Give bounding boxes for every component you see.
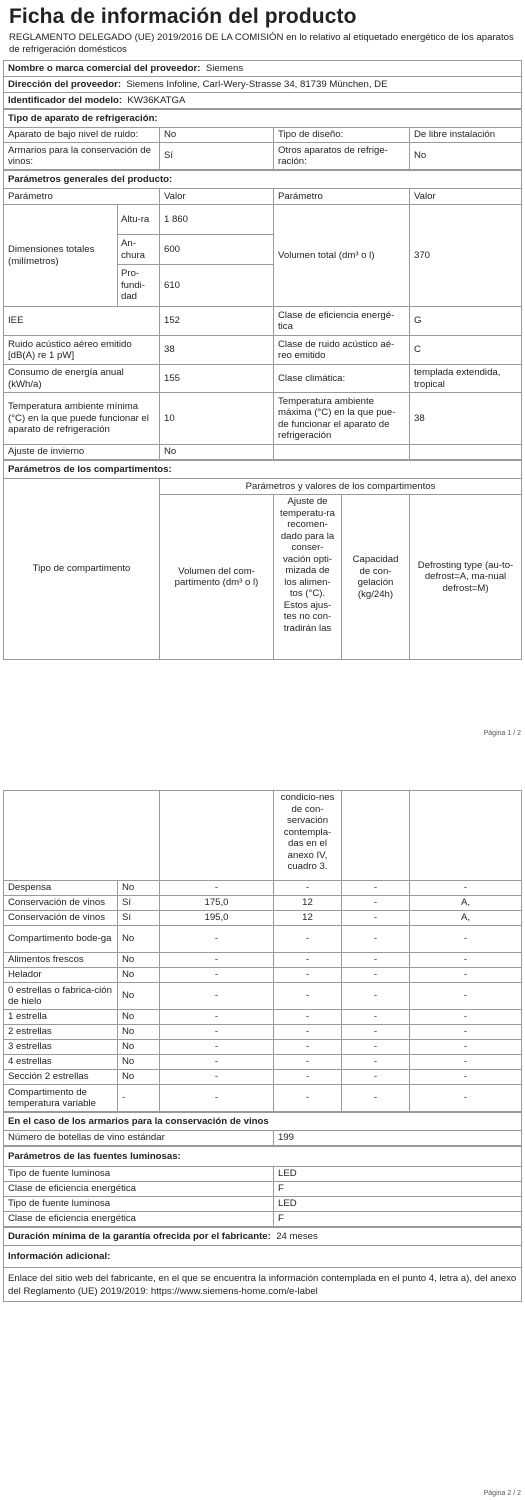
page-number-2: Página 2 / 2 (483, 1490, 521, 1497)
lighting-rows (4, 1167, 522, 1227)
compartment-temp: - (274, 926, 342, 953)
light-source-value: F (274, 1212, 522, 1227)
light-source-value: LED (274, 1167, 522, 1182)
wine-table (3, 1112, 522, 1146)
supplier-name-value: Siemens (205, 62, 244, 74)
compartment-row (4, 1010, 522, 1025)
compartment-defrost: - (410, 1040, 522, 1055)
supplier-table (3, 60, 522, 109)
compartment-volume: - (160, 1025, 274, 1040)
compartment-capacity: - (342, 1040, 410, 1055)
volume-value: 370 (410, 205, 522, 307)
compartment-name: Alimentos frescos (4, 953, 118, 968)
light-source-row (4, 1182, 522, 1197)
light-source-value: LED (274, 1197, 522, 1212)
compartment-capacity: - (342, 1055, 410, 1070)
other-appliance-value: No (410, 143, 522, 170)
compartment-defrost: - (410, 983, 522, 1010)
appliance-type-table (3, 109, 522, 170)
noise-class-value: C (410, 336, 522, 365)
compartment-row (4, 983, 522, 1010)
light-source-row (4, 1197, 522, 1212)
compartment-defrost: - (410, 1025, 522, 1040)
compartment-temp: - (274, 1025, 342, 1040)
compartment-present: No (118, 1070, 160, 1085)
general-params-table (3, 170, 522, 460)
noise-class-label: Clase de ruido acústico aé-reo emitido (274, 336, 410, 365)
compartment-defrost: - (410, 1010, 522, 1025)
iee-value: 152 (160, 307, 274, 336)
compartment-name: 0 estrellas o fabrica-ción de hielo (4, 983, 118, 1010)
light-source-label: Tipo de fuente luminosa (4, 1167, 274, 1182)
compartment-volume: 175,0 (160, 896, 274, 911)
width-value: 600 (160, 235, 274, 265)
compartment-present: Sí (118, 896, 160, 911)
compartment-capacity: - (342, 953, 410, 968)
compartment-capacity: - (342, 881, 410, 896)
compartment-name: 3 estrellas (4, 1040, 118, 1055)
compartment-volume: - (160, 983, 274, 1010)
light-source-label: Clase de eficiencia energética (4, 1182, 274, 1197)
climate-class-value: templada extendida, tropical (410, 365, 522, 393)
light-source-row (4, 1167, 522, 1182)
compartment-present: Sí (118, 911, 160, 926)
wine-cabinet-label: Armarios para la conservación de vinos: (4, 143, 160, 170)
compartment-capacity: - (342, 968, 410, 983)
compartment-row (4, 1055, 522, 1070)
compartment-present: No (118, 881, 160, 896)
compartment-row (4, 926, 522, 953)
energy-class-label: Clase de eficiencia energé-tica (274, 307, 410, 336)
col-header-value: Valor (160, 189, 274, 205)
compartment-row (4, 1070, 522, 1085)
compartment-row (4, 968, 522, 983)
wine-heading: En el caso de los armarios para la conservación de vinos (4, 1113, 522, 1131)
light-source-row (4, 1212, 522, 1227)
supplier-address-label: Dirección del proveedor: (8, 78, 122, 90)
page-title: Ficha de información del producto (9, 5, 357, 28)
compartment-present: No (118, 953, 160, 968)
compartment-capacity: - (342, 1025, 410, 1040)
max-temp-value: 38 (410, 393, 522, 445)
compartment-present: No (118, 926, 160, 953)
depth-label: Pro-fundi-dad (118, 265, 160, 307)
consumption-value: 155 (160, 365, 274, 393)
compartment-defrost: - (410, 881, 522, 896)
col-header-param: Parámetro (4, 189, 160, 205)
compartment-row (4, 1025, 522, 1040)
compartment-name: Compartimento de temperatura variable (4, 1085, 118, 1112)
dimensions-label: Dimensiones totales (milímetros) (4, 205, 118, 307)
compartment-defrost: A, (410, 896, 522, 911)
compartment-name: Sección 2 estrellas (4, 1070, 118, 1085)
compartment-volume: - (160, 881, 274, 896)
model-row (4, 93, 522, 109)
compartment-volume-header: Volumen del com-partimento (dm³ o l) (160, 495, 274, 660)
wine-bottles-label: Número de botellas de vino estándar (4, 1131, 274, 1146)
compartment-volume: - (160, 968, 274, 983)
compartment-temp: - (274, 1055, 342, 1070)
warranty-row (4, 1228, 522, 1246)
compartment-temp-header-continued: condicio-nes de con-servación contempla-das en el anexo IV, cuadro 3. (274, 791, 342, 881)
compartment-name: 1 estrella (4, 1010, 118, 1025)
compartment-rows (4, 881, 522, 1112)
winter-setting-label: Ajuste de invierno (4, 445, 160, 460)
warranty-table (3, 1227, 522, 1302)
compartment-defrost: - (410, 1055, 522, 1070)
model-label: Identificador del modelo: (8, 94, 123, 106)
compartment-temp: - (274, 953, 342, 968)
compartment-capacity-header: Capacidad de con-gelación (kg/24h) (342, 495, 410, 660)
compartment-type-header: Tipo de compartimento (4, 479, 160, 660)
compartment-volume: - (160, 1070, 274, 1085)
compartment-name: Compartimento bode-ga (4, 926, 118, 953)
model-value: KW36KATGA (127, 94, 186, 106)
additional-info-heading: Información adicional: (4, 1246, 522, 1268)
energy-class-value: G (410, 307, 522, 336)
height-label: Altu-ra (118, 205, 160, 235)
lighting-table (3, 1146, 522, 1227)
compartment-row (4, 911, 522, 926)
page-1 (3, 0, 521, 660)
climate-class-label: Clase climática: (274, 365, 410, 393)
compartment-temp: 12 (274, 911, 342, 926)
compartment-defrost: A, (410, 911, 522, 926)
compartment-name: Conservación de vinos (4, 896, 118, 911)
compartment-name: 2 estrellas (4, 1025, 118, 1040)
max-temp-label: Temperatura ambiente máxima (°C) en la que pue-de funcionar el aparato de refrigeración (274, 393, 410, 445)
min-temp-value: 10 (160, 393, 274, 445)
appliance-type-heading: Tipo de aparato de refrigeración: (4, 110, 522, 128)
compartments-header-table (3, 460, 522, 660)
compartment-temp: - (274, 1070, 342, 1085)
compartment-name: Helador (4, 968, 118, 983)
compartment-temp: - (274, 968, 342, 983)
low-noise-label: Aparato de bajo nivel de ruido: (4, 128, 160, 143)
compartment-row (4, 881, 522, 896)
winter-setting-value: No (160, 445, 274, 460)
compartment-capacity: - (342, 1010, 410, 1025)
compartment-volume: - (160, 1010, 274, 1025)
compartment-volume: - (160, 1085, 274, 1112)
general-params-heading: Parámetros generales del producto: (4, 171, 522, 189)
col-header-value-2: Valor (410, 189, 522, 205)
regulation-text: REGLAMENTO DELEGADO (UE) 2019/2016 DE LA COMISIÓN en lo relativo al etiquetado energético de los aparatos de refrigeración domésticos (9, 32, 514, 55)
col-header-param-2: Parámetro (274, 189, 410, 205)
supplier-address-value: Siemens Infoline, Carl-Wery-Strasse 34, 81739 München, DE (126, 78, 388, 90)
design-type-value: De libre instalación (410, 128, 522, 143)
page-number-1: Página 1 / 2 (483, 730, 521, 737)
low-noise-value: No (160, 128, 274, 143)
compartment-present: No (118, 1040, 160, 1055)
compartment-volume: - (160, 1055, 274, 1070)
compartment-capacity: - (342, 911, 410, 926)
consumption-label: Consumo de energía anual (kWh/a) (4, 365, 160, 393)
compartment-capacity: - (342, 926, 410, 953)
compartment-capacity: - (342, 1085, 410, 1112)
compartment-temp: - (274, 983, 342, 1010)
compartment-present: No (118, 1025, 160, 1040)
compartment-name: 4 estrellas (4, 1055, 118, 1070)
compartment-defrost: - (410, 926, 522, 953)
compartment-present: No (118, 983, 160, 1010)
compartment-volume: - (160, 953, 274, 968)
compartment-present: No (118, 1055, 160, 1070)
compartment-temp: - (274, 881, 342, 896)
supplier-name-row (4, 61, 522, 77)
supplier-address-row (4, 77, 522, 93)
compartment-present: No (118, 1010, 160, 1025)
compartment-row (4, 1085, 522, 1112)
compartment-capacity: - (342, 1070, 410, 1085)
width-label: An-chura (118, 235, 160, 265)
compartment-temp: - (274, 1040, 342, 1055)
compartment-row (4, 896, 522, 911)
wine-cabinet-value: Sí (160, 143, 274, 170)
lighting-heading: Parámetros de las fuentes luminosas: (4, 1147, 522, 1167)
wine-bottles-value: 199 (274, 1131, 522, 1146)
compartment-present: - (118, 1085, 160, 1112)
compartment-temp: - (274, 1010, 342, 1025)
compartment-volume: 195,0 (160, 911, 274, 926)
compartment-temp: 12 (274, 896, 342, 911)
compartment-defrost: - (410, 1085, 522, 1112)
volume-label: Volumen total (dm³ o l) (274, 205, 410, 307)
compartment-defrost-header: Defrosting type (au-to-defrost=A, ma-nual defrost=M) (410, 495, 522, 660)
compartment-defrost: - (410, 968, 522, 983)
compartment-capacity: - (342, 983, 410, 1010)
compartment-row (4, 1040, 522, 1055)
other-appliance-label: Otros aparatos de refrige-ración: (274, 143, 410, 170)
warranty-label: Duración mínima de la garantía ofrecida por el fabricante: (8, 1230, 271, 1242)
supplier-name-label: Nombre o marca comercial del proveedor: (8, 62, 201, 74)
height-value: 1 860 (160, 205, 274, 235)
light-source-label: Tipo de fuente luminosa (4, 1197, 274, 1212)
compartment-row (4, 953, 522, 968)
noise-value: 38 (160, 336, 274, 365)
compartment-defrost: - (410, 953, 522, 968)
noise-label: Ruido acústico aéreo emitido [dB(A) re 1 pW] (4, 336, 160, 365)
design-type-label: Tipo de diseño: (274, 128, 410, 143)
compartments-table (3, 790, 522, 1112)
compartments-heading: Parámetros de los compartimentos: (4, 461, 522, 479)
additional-info-text: Enlace del sitio web del fabricante, en el que se encuentra la información contemplada en el punto 4, letra a), del anexo del Reglamento (UE) 2019/2019: https://www.siemens-home.com/e-label (4, 1268, 522, 1302)
compartment-capacity: - (342, 896, 410, 911)
compartment-present: No (118, 968, 160, 983)
compartment-volume: - (160, 1040, 274, 1055)
min-temp-label: Temperatura ambiente mínima (°C) en la que puede funcionar el aparato de refrigeración (4, 393, 160, 445)
page-2 (3, 790, 521, 1302)
compartment-temp-header: Ajuste de temperatu-ra recomen-dado para la conser-vación opti-mizada de los alimen-tos (°C). Estos ajus-tes no con-tradirán las (274, 495, 342, 660)
light-source-value: F (274, 1182, 522, 1197)
compartment-name: Conservación de vinos (4, 911, 118, 926)
compartment-name: Despensa (4, 881, 118, 896)
compartment-group-header: Parámetros y valores de los compartimentos (160, 479, 522, 495)
compartment-defrost: - (410, 1070, 522, 1085)
compartment-volume: - (160, 926, 274, 953)
compartment-temp: - (274, 1085, 342, 1112)
light-source-label: Clase de eficiencia energética (4, 1212, 274, 1227)
depth-value: 610 (160, 265, 274, 307)
iee-label: IEE (4, 307, 160, 336)
warranty-value: 24 meses (276, 1230, 318, 1242)
